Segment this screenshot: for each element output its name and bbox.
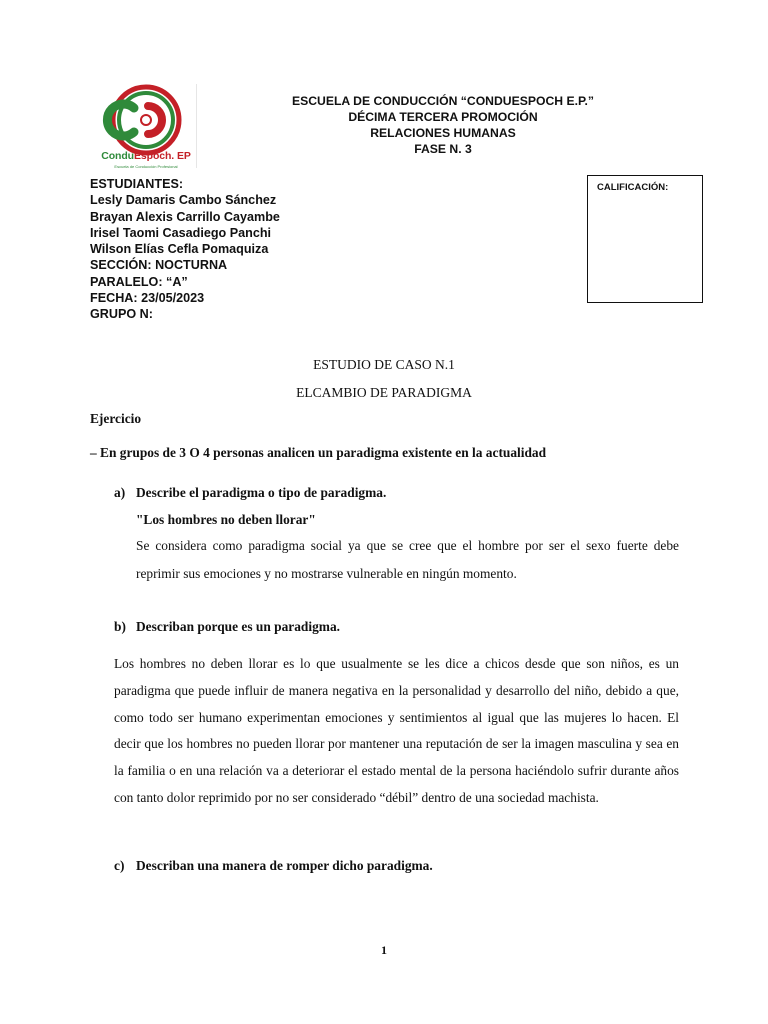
logo-tagline: Escuela de Conducción Profesional xyxy=(114,164,178,169)
document-header xyxy=(200,93,686,157)
item-a-question: Describe el paradigma o tipo de paradigma. xyxy=(136,485,387,500)
logo-wordmark: ConduEspoch. EP xyxy=(101,150,191,162)
item-a-marker: a) xyxy=(114,485,126,500)
course-name: RELACIONES HUMANAS xyxy=(370,126,516,140)
item-b-answer: Los hombres no deben llorar es lo que usualmente se les dice a chicos desde que son niños, es un paradigma que puede influir de manera negativa en la personalidad y desarrollo del niño, debido a que, como todo ser humano experimentan emociones y sentimientos al igual que las mujeres lo hacen. El decir que los hombres no pueden llorar por mantener una reputación de ser la imagen masculina y sea en la familia o en una relación va a deteriorar el estado mental de la persona haciéndolo sufrir durante años con tanto dolor reprimido por no ser considerado “débil” dentro de una sociedad machista. xyxy=(114,656,679,805)
student-name: Irisel Taomi Casadiego Panchi xyxy=(90,225,272,240)
parallel-field: PARALELO: “A” xyxy=(90,274,188,289)
section-field: SECCIÓN: NOCTURNA xyxy=(90,258,228,273)
item-b-question: Describan porque es un paradigma. xyxy=(136,619,340,634)
school-name: ESCUELA DE CONDUCCIÓN “CONDUESPOCH E.P.” xyxy=(291,94,594,108)
grade-box xyxy=(587,175,703,303)
group-field: GRUPO N: xyxy=(90,307,153,322)
students-block xyxy=(90,176,530,323)
item-c-question: Describan una manera de romper dicho paradigma. xyxy=(136,858,433,873)
student-name: Wilson Elías Cefla Pomaquiza xyxy=(90,242,269,257)
item-a-quote: "Los hombres no deben llorar" xyxy=(136,512,316,527)
logo-divider xyxy=(196,84,197,168)
instruction: – En grupos de 3 O 4 personas analicen un paradigma existente en la actualidad xyxy=(90,445,547,460)
case-subtitle: ELCAMBIO DE PARADIGMA xyxy=(296,385,472,400)
date-field: FECHA: 23/05/2023 xyxy=(90,291,205,306)
student-name: Brayan Alexis Carrillo Cayambe xyxy=(90,209,280,224)
exercise-heading: Ejercicio xyxy=(90,411,142,426)
phase: FASE N. 3 xyxy=(414,142,472,156)
promotion: DÉCIMA TERCERA PROMOCIÓN xyxy=(348,110,538,124)
item-b-marker: b) xyxy=(114,619,126,634)
students-heading: ESTUDIANTES: xyxy=(90,177,184,191)
item-c-marker: c) xyxy=(114,858,125,873)
grade-label: CALIFICACIÓN: xyxy=(597,182,669,193)
item-a-answer: Se considera como paradigma social ya que se cree que el hombre por ser el sexo fuerte debe reprimir sus emociones y no mostrarse vulnerable en ningún momento. xyxy=(136,538,679,581)
page-number: 1 xyxy=(381,943,387,957)
case-title: ESTUDIO DE CASO N.1 xyxy=(313,357,455,372)
student-name: Lesly Damaris Cambo Sánchez xyxy=(90,193,277,208)
